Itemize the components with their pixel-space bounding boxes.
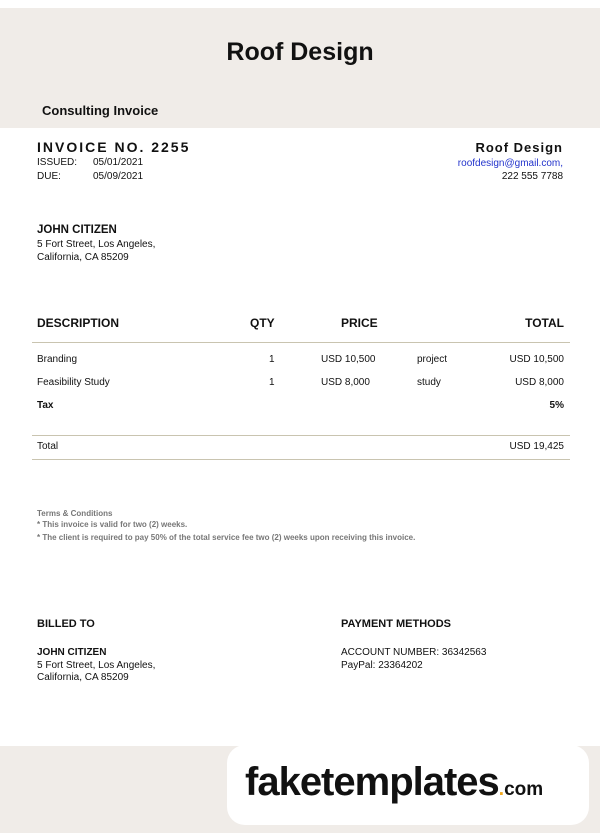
column-header-price: PRICE — [341, 316, 378, 330]
issued-label: ISSUED: — [37, 157, 78, 168]
due-date-row — [37, 171, 143, 182]
invoice-subtitle: Consulting Invoice — [42, 103, 159, 118]
watermark-logo — [245, 760, 543, 805]
column-header-total: TOTAL — [525, 316, 564, 330]
watermark-tld: com — [504, 779, 544, 800]
account-number: ACCOUNT NUMBER: 36342563 — [341, 647, 487, 658]
terms-line-1: * This invoice is valid for two (2) weeks. — [37, 520, 188, 529]
row-1-description: Branding — [37, 354, 78, 365]
due-label: DUE: — [37, 171, 61, 182]
issued-value: 05/01/2021 — [93, 157, 144, 168]
row-1-unit: project — [417, 354, 448, 365]
issued-date-row — [37, 157, 143, 168]
column-header-qty: QTY — [250, 316, 275, 330]
row-2-total: USD 8,000 — [515, 377, 564, 388]
company-email-link[interactable]: roofdesign@gmail.com, — [457, 158, 563, 169]
total-label: Total — [37, 441, 59, 452]
paypal-number: PayPal: 23364202 — [341, 660, 423, 671]
row-2-unit: study — [417, 377, 441, 388]
row-1-qty: 1 — [269, 354, 275, 365]
column-header-description: DESCRIPTION — [37, 316, 120, 330]
tax-value: 5% — [549, 400, 564, 411]
due-value: 05/09/2021 — [93, 171, 144, 182]
company-name: Roof Design — [475, 140, 563, 155]
watermark-brand: faketemplates — [245, 760, 499, 804]
total-value: USD 19,425 — [509, 441, 564, 452]
billed-to-address-line1: 5 Fort Street, Los Angeles, — [37, 660, 156, 671]
table-header-divider — [32, 342, 570, 343]
total-top-divider — [32, 435, 570, 436]
row-2-price: USD 8,000 — [321, 377, 370, 388]
billed-to-title: BILLED TO — [37, 618, 95, 630]
invoice-number: INVOICE NO. 2255 — [37, 139, 191, 155]
client-name: JOHN CITIZEN — [37, 224, 117, 236]
row-2-description: Feasibility Study — [37, 377, 110, 388]
terms-title: Terms & Conditions — [37, 509, 113, 518]
row-2-qty: 1 — [269, 377, 275, 388]
row-1-total: USD 10,500 — [509, 354, 564, 365]
payment-methods-title: PAYMENT METHODS — [341, 618, 452, 630]
total-bottom-divider — [32, 459, 570, 460]
tax-label: Tax — [37, 400, 54, 411]
billed-to-name: JOHN CITIZEN — [37, 647, 107, 658]
billed-to-address-line2: California, CA 85209 — [37, 672, 129, 683]
row-1-price: USD 10,500 — [321, 354, 376, 365]
terms-line-2: * The client is required to pay 50% of the total service fee two (2) weeks upon receiving this invoice. — [37, 533, 416, 542]
client-address-line2: California, CA 85209 — [37, 252, 129, 263]
page-title: Roof Design — [226, 38, 374, 66]
company-phone: 222 555 7788 — [501, 171, 563, 182]
client-address-line1: 5 Fort Street, Los Angeles, — [37, 239, 156, 250]
watermark-dot: . — [498, 779, 505, 800]
